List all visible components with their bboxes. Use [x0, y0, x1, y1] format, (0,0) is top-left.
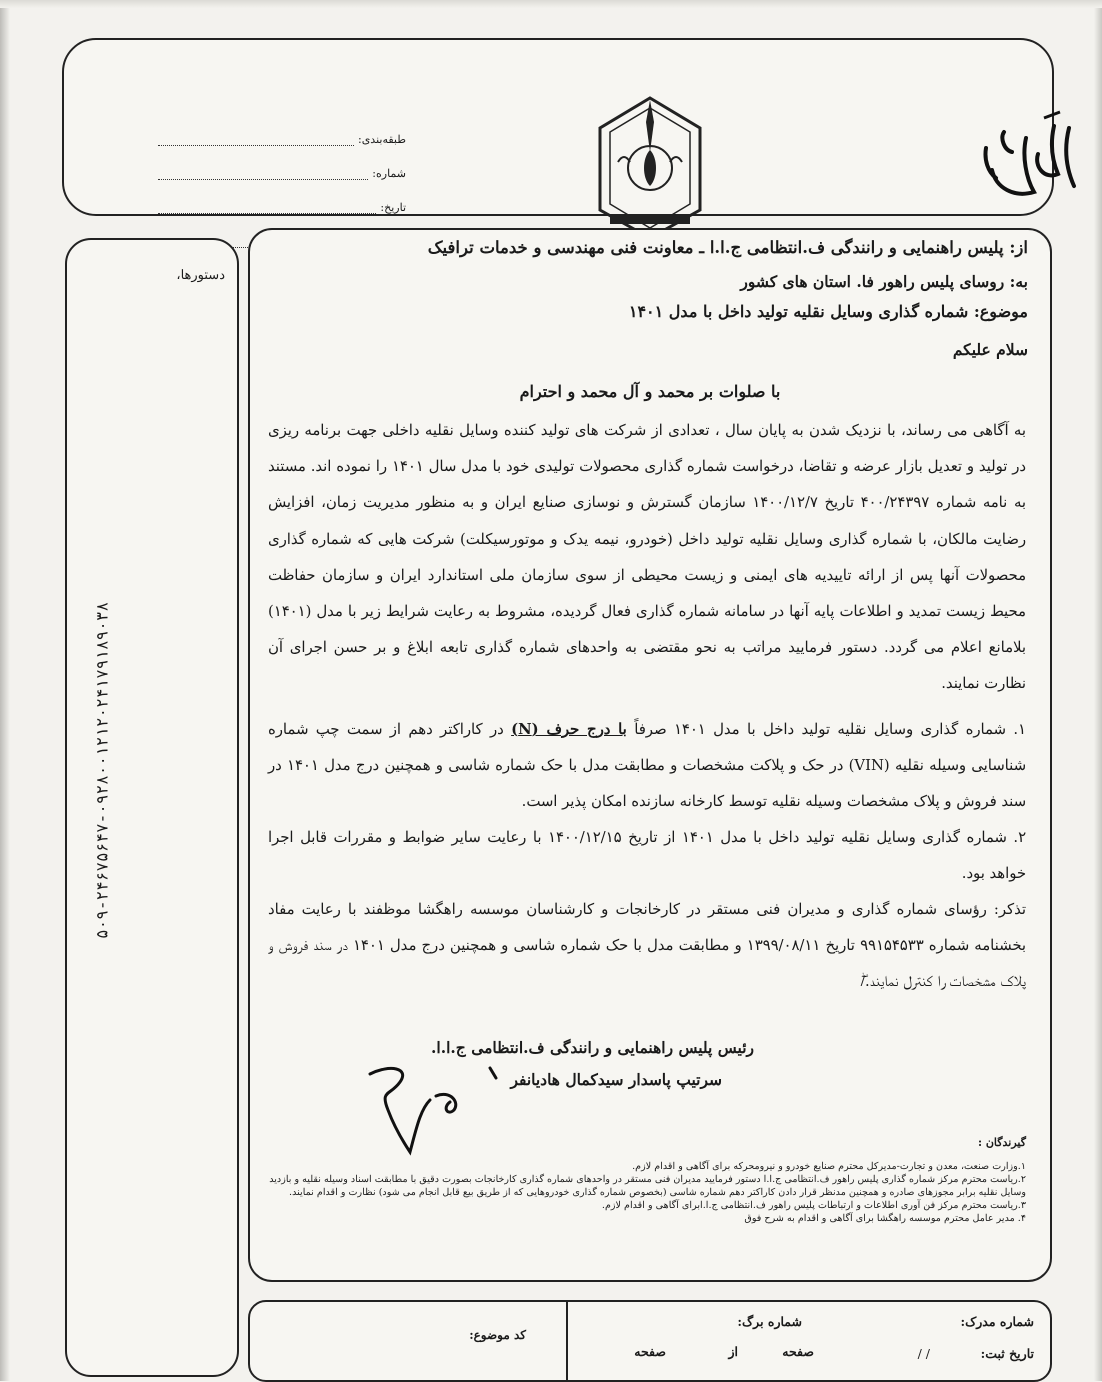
subject-code-label: کد موضوع:: [469, 1328, 526, 1342]
police-emblem-icon: [590, 92, 710, 242]
item-2: ۲. شماره گذاری وسایل نقلیه تولید داخل با مدل ۱۴۰۱ از تاریخ ۱۴۰۰/۱۲/۱۵ با رعایت سایر ضوابط و مقررات قابل اجرا خواهد بود.: [268, 829, 1027, 883]
recipients-list: [266, 1160, 1026, 1225]
footer-registry: [248, 1300, 1052, 1382]
paragraph-intro: به آگاهی می رساند، با نزدیک شدن به پایان سال ، تعدادی از شرکت های تولید کننده وسایل نقلیه داخلی جهت برنامه ریزی در تولید و تعدیل بازار عرضه و تقاضا، درخواست شماره گذاری محصولات تولیدی خود با مدل سال ۱۴۰۱ را نموده اند. مستند به نامه شماره ۴۰۰/۲۴۳۹۷ تاریخ ۱۴۰۰/۱۲/۷ سازمان گسترش و نوسازی صنایع ایران و به منظور مدیریت زمان، افزایش رضایت مالکان، با شماره گذاری وسایل نقلیه تولید داخل (خودرو، نیمه یدک و موتورسیکلت) شرکت هایی که شماره گذاری محصولات آنها پس از ارائه تاییدیه های ایمنی و زیست محیطی از سوی سازمان ملی استاندارد ایران و سازمان حفاظت محیط زیست تمدید و اطلاعات پایه آنها در سامانه شماره گذاری فعال گردیده، مشروط به رعایت شرایط زیر با مدل (۱۴۰۱) بلامانع اعلام می گردد. دستور فرمایید مراتب به نحو مقتضی به واحدهای شماره گذاری تابعه ابلاغ و بر حسن اجرای آن نظارت نمایند.: [268, 422, 1026, 693]
field-date: تاریخ:: [158, 180, 406, 214]
greeting: سلام علیکم: [952, 340, 1028, 359]
page-total-label: صفحه: [634, 1344, 666, 1359]
signer-title: رئیس پلیس راهنمایی و رانندگی ف.انتظامی ج.ا.ا.: [431, 1038, 754, 1057]
note-paragraph: تذکر: رؤسای شماره گذاری و مدیران فنی مستقر در کارخانجات و کارشناسان موسسه راهگشا موظفند با رعایت مفاد بخشنامه شماره ۹۹۱۵۴۵۳۳ تاریخ ۱۳۹۹/۰۸/۱۱ و مطابقت مدل با حک شماره شاسی و همچنین درج مدل ۱۴۰۱ در سند فروش و پلاک مشخصات را کنترل نمایند./ۖ: [268, 901, 1026, 991]
sidebar-vertical-number: ۵۰۹-۲۴۶۷۵۶۴۷-۰۹۲۸۰۰۱۲۱۲۰۲۴۱۷۹۱۸۹۰۳۸: [92, 601, 112, 939]
recipient-item: ۲.ریاست محترم مرکز شماره گذاری پلیس راهور ف.انتظامی ج.ا.ا دستور فرمایید مدیران فنی مستقر در واحدهای شماره گذاری کارخانجات بصورت دقیق با مطابقت اسناد وسیله نقلیه و بازدید وسایل نقلیه برابر مجوزهای صادره و همچنین مدنظر قرار دادن کاراکتر دهم شماره شاسی (بخصوص شماره گذاری خودروهایی که از طریق بیع قابل انجام می شود) نظارت و اقدام نمایند.: [269, 1174, 1026, 1198]
recipients-title: گیرندگان :: [977, 1136, 1026, 1149]
letter-body: [248, 228, 1052, 1282]
item-1: ۱. شماره گذاری وسایل نقلیه تولید داخل با مدل ۱۴۰۱ صرفاً با درج حرف (N) در کاراکتر دهم از سمت چپ شماره شناسایی وسیله نقلیه (VIN) در حک و پلاکت مشخصات و مطابقت مدل با حک شماره شاسی و همچنین درج مدل ۱۴۰۱ در سند فروش و پلاک مشخصات وسیله نقلیه توسط کارخانه سازنده امکان پذیر است.: [268, 721, 1026, 811]
reg-date-label: تاریخ ثبت:: [980, 1346, 1034, 1361]
page-label: صفحه: [782, 1344, 814, 1359]
doc-number-label: شماره مدرک:: [960, 1314, 1034, 1329]
field-number: شماره:: [158, 146, 406, 180]
highlight-n-letter: با درج حرف (N): [511, 721, 627, 738]
basmala-calligraphy-icon: [974, 108, 1084, 208]
to-line: به: روسای پلیس راهور فا. استان های کشور: [740, 272, 1028, 291]
from-line: از: پلیس راهنمایی و رانندگی ف.انتظامی ج.ا.ا ـ معاونت فنی مهندسی و خدمات ترافیک: [427, 238, 1028, 257]
of-label: از: [728, 1344, 738, 1359]
scan-edge: [1094, 0, 1102, 1381]
sheet-number-label: شماره برگ:: [737, 1314, 802, 1329]
recipient-item: ۴. مدیر عامل محترم موسسه راهگشا برای آگاهی و اقدام به شرح فوق: [744, 1213, 1026, 1224]
scan-edge: [0, 0, 1102, 8]
salavat: با صلوات بر محمد و آل محمد و احترام: [519, 382, 781, 401]
subject-line: موضوع: شماره گذاری وسایل نقلیه تولید داخل با مدل ۱۴۰۱: [628, 302, 1028, 321]
subject-code-box: [250, 1302, 568, 1380]
letterhead: [62, 38, 1054, 216]
sidebar-title: دستورها،: [176, 268, 225, 283]
recipient-item: ۱.وزارت صنعت، معدن و تجارت-مدیرکل محترم صنایع خودرو و نیرومحرکه برای آگاهی و اقدام لازم.: [632, 1161, 1026, 1172]
recipient-item: ۳.ریاست محترم مرکز فن آوری اطلاعات و ارتباطات پلیس راهور ف.انتظامی ج.ا.ابرای آگاهی و اقدام لازم.: [601, 1200, 1026, 1211]
signer-name: سرتیپ پاسدار سیدکمال هادیانفر: [510, 1070, 722, 1089]
reg-date-value: / /: [917, 1346, 930, 1361]
field-classification: طبقه‌بندی:: [158, 112, 406, 146]
scan-edge: [0, 0, 10, 1381]
